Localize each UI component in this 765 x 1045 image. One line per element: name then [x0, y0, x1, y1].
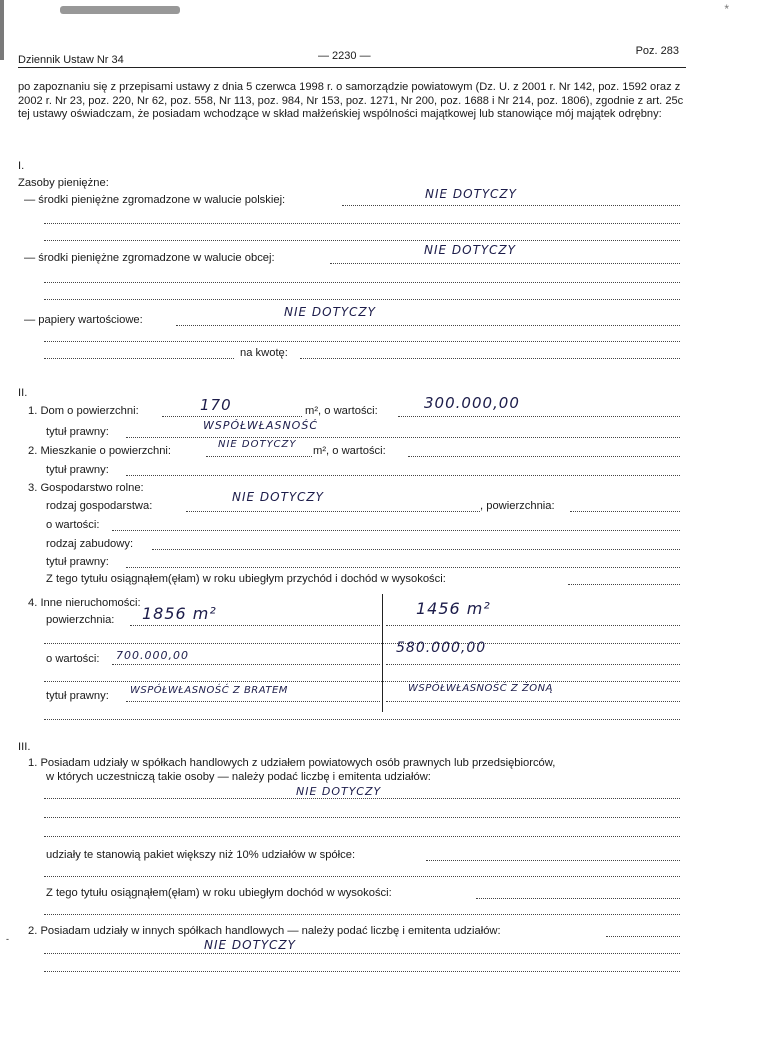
other-value-2[interactable]: 580.000,00 — [396, 640, 487, 656]
farm-title-line[interactable] — [126, 567, 680, 568]
shares-q1-line-c[interactable] — [44, 836, 680, 837]
shares-packet-line[interactable] — [426, 860, 680, 861]
pln-cash-line-2[interactable] — [44, 223, 680, 224]
foreign-cash-line[interactable] — [330, 263, 680, 264]
scan-speck: * — [724, 2, 729, 16]
flat-area-value[interactable]: NIE DOTYCZY — [218, 439, 297, 450]
other-area-line-1[interactable] — [130, 625, 380, 626]
other-title-value-2[interactable]: WSPÓŁWŁASNOŚĆ Z ŻONĄ — [408, 683, 553, 694]
other-property-label: 4. Inne nieruchomości: — [28, 597, 141, 609]
farm-value-label: o wartości: — [46, 519, 100, 531]
shares-income-label: Z tego tytułu osiągnąłem(ęłam) w roku ubiegłym dochód w wysokości: — [46, 887, 392, 899]
house-title-label: tytuł prawny: — [46, 426, 109, 438]
securities-label: — papiery wartościowe: — [24, 314, 143, 326]
pln-cash-line[interactable] — [342, 205, 680, 206]
shares-packet-label: udziały te stanowią pakiet większy niż 10% udziałów w spółce: — [46, 849, 356, 861]
house-area-value[interactable]: 170 — [200, 396, 232, 414]
shares-income-line-2[interactable] — [44, 914, 680, 915]
house-value-label: m², o wartości: — [305, 405, 378, 417]
scan-artifact — [60, 6, 180, 14]
shares-q1-line1: 1. Posiadam udziały w spółkach handlowych z udziałem powiatowych osób prawnych lub przedsiębiorców, — [28, 757, 556, 769]
securities-line-3[interactable] — [44, 358, 234, 359]
other-extra-line-3[interactable] — [44, 719, 680, 720]
shares-q2-label: 2. Posiadam udziały w innych spółkach handlowych — należy podać liczbę i emitenta udziałów: — [28, 925, 501, 937]
house-title-value[interactable]: WSPÓŁWŁASNOŚĆ — [203, 419, 319, 432]
other-property-divider — [382, 594, 383, 712]
farm-area-label: , powierzchnia: — [480, 500, 555, 512]
shares-q2-line[interactable] — [606, 936, 680, 937]
other-value-1[interactable]: 700.000,00 — [116, 649, 189, 662]
section-2-heading: II. — [18, 387, 28, 399]
foreign-cash-line-2[interactable] — [44, 282, 680, 283]
other-title-line-1[interactable] — [126, 701, 380, 702]
other-extra-line-2[interactable] — [44, 681, 680, 682]
farm-label: 3. Gospodarstwo rolne: — [28, 482, 144, 494]
other-extra-line[interactable] — [44, 643, 680, 644]
section-1-heading: I. — [18, 160, 25, 172]
other-area-line-2[interactable] — [386, 625, 680, 626]
cash-resources-title: Zasoby pieniężne: — [18, 177, 109, 189]
scan-edge — [0, 0, 4, 60]
house-area-label: 1. Dom o powierzchni: — [28, 405, 139, 417]
other-title-line-2[interactable] — [386, 701, 680, 702]
header-divider — [18, 67, 686, 68]
farm-type-label: rodzaj gospodarstwa: — [46, 500, 153, 512]
other-value-line-2[interactable] — [386, 664, 680, 665]
foreign-cash-label: — środki pieniężne zgromadzone w walucie obcej: — [24, 252, 275, 264]
farm-income-label: Z tego tytułu osiągnąłem(ęłam) w roku ubiegłym przychód i dochód w wysokości: — [46, 573, 446, 585]
flat-title-label: tytuł prawny: — [46, 464, 109, 476]
shares-q1-line2: w których uczestniczą takie osoby — należy podać liczbę i emitenta udziałów: — [46, 771, 431, 783]
shares-q1-value[interactable]: NIE DOTYCZY — [296, 785, 382, 798]
farm-value-line[interactable] — [112, 530, 680, 531]
farm-type-value[interactable]: NIE DOTYCZY — [232, 490, 324, 504]
other-area-label: powierzchnia: — [46, 614, 115, 626]
shares-packet-line-2[interactable] — [44, 876, 680, 877]
margin-mark: - — [6, 934, 9, 944]
other-value-line-1[interactable] — [112, 664, 380, 665]
shares-q2-value[interactable]: NIE DOTYCZY — [204, 938, 296, 952]
house-value[interactable]: 300.000,00 — [424, 394, 520, 412]
section-3-heading: III. — [18, 741, 31, 753]
amount-line[interactable] — [300, 358, 680, 359]
other-area-value-2[interactable]: 1456 m² — [416, 599, 491, 618]
shares-q1-line-b[interactable] — [44, 817, 680, 818]
securities-line-2[interactable] — [44, 341, 680, 342]
flat-area-label: 2. Mieszkanie o powierzchni: — [28, 445, 172, 457]
flat-value-label: m², o wartości: — [313, 445, 386, 457]
journal-title: Dziennik Ustaw Nr 34 — [18, 54, 124, 66]
farm-area-line[interactable] — [570, 511, 680, 512]
shares-q2-line-b[interactable] — [44, 971, 680, 972]
flat-value-line[interactable] — [408, 456, 680, 457]
farm-income-line[interactable] — [568, 584, 680, 585]
other-title-label: tytuł prawny: — [46, 690, 109, 702]
flat-area-line[interactable] — [206, 456, 312, 457]
other-area-value-1[interactable]: 1856 m² — [142, 604, 217, 623]
house-area-line[interactable] — [162, 416, 302, 417]
shares-income-line[interactable] — [476, 898, 680, 899]
pln-cash-value[interactable]: NIE DOTYCZY — [425, 187, 517, 201]
farm-title-label: tytuł prawny: — [46, 556, 109, 568]
securities-line[interactable] — [176, 325, 680, 326]
shares-q2-line-a[interactable] — [44, 953, 680, 954]
farm-building-label: rodzaj zabudowy: — [46, 538, 134, 550]
farm-building-line[interactable] — [152, 549, 680, 550]
other-value-label: o wartości: — [46, 653, 100, 665]
pln-cash-line-3[interactable] — [44, 240, 680, 241]
house-value-line[interactable] — [398, 416, 680, 417]
page-number: — 2230 — — [318, 50, 371, 62]
other-title-value-1[interactable]: WSPÓŁWŁASNOŚĆ Z BRATEM — [130, 685, 288, 696]
shares-q1-line-a[interactable] — [44, 798, 680, 799]
flat-title-line[interactable] — [126, 475, 680, 476]
pln-cash-label: — środki pieniężne zgromadzone w walucie polskiej: — [24, 194, 286, 206]
farm-type-line[interactable] — [186, 511, 480, 512]
position-number: Poz. 283 — [635, 45, 679, 57]
foreign-cash-line-3[interactable] — [44, 299, 680, 300]
house-title-line[interactable] — [126, 437, 680, 438]
securities-value[interactable]: NIE DOTYCZY — [284, 305, 376, 319]
amount-label: na kwotę: — [240, 347, 288, 359]
foreign-cash-value[interactable]: NIE DOTYCZY — [424, 243, 516, 257]
intro-paragraph: po zapoznaniu się z przepisami ustawy z dnia 5 czerwca 1998 r. o samorządzie powiatowym (Dz. U. z 2001 r. Nr 142, poz. 1592 oraz z 2002 r. Nr 23, poz. 220, Nr 62, poz. 558, Nr 113, poz. 984, Nr 153, poz. 1271, Nr 200, poz. 1688 i Nr 214, poz. 1806), zgodnie z art. 25c tej ustawy oświadczam, że posiadam wchodzące w skład małżeńskiej wspólności majątkowej lub stanowiące mój majątek odrębny: — [18, 81, 684, 121]
